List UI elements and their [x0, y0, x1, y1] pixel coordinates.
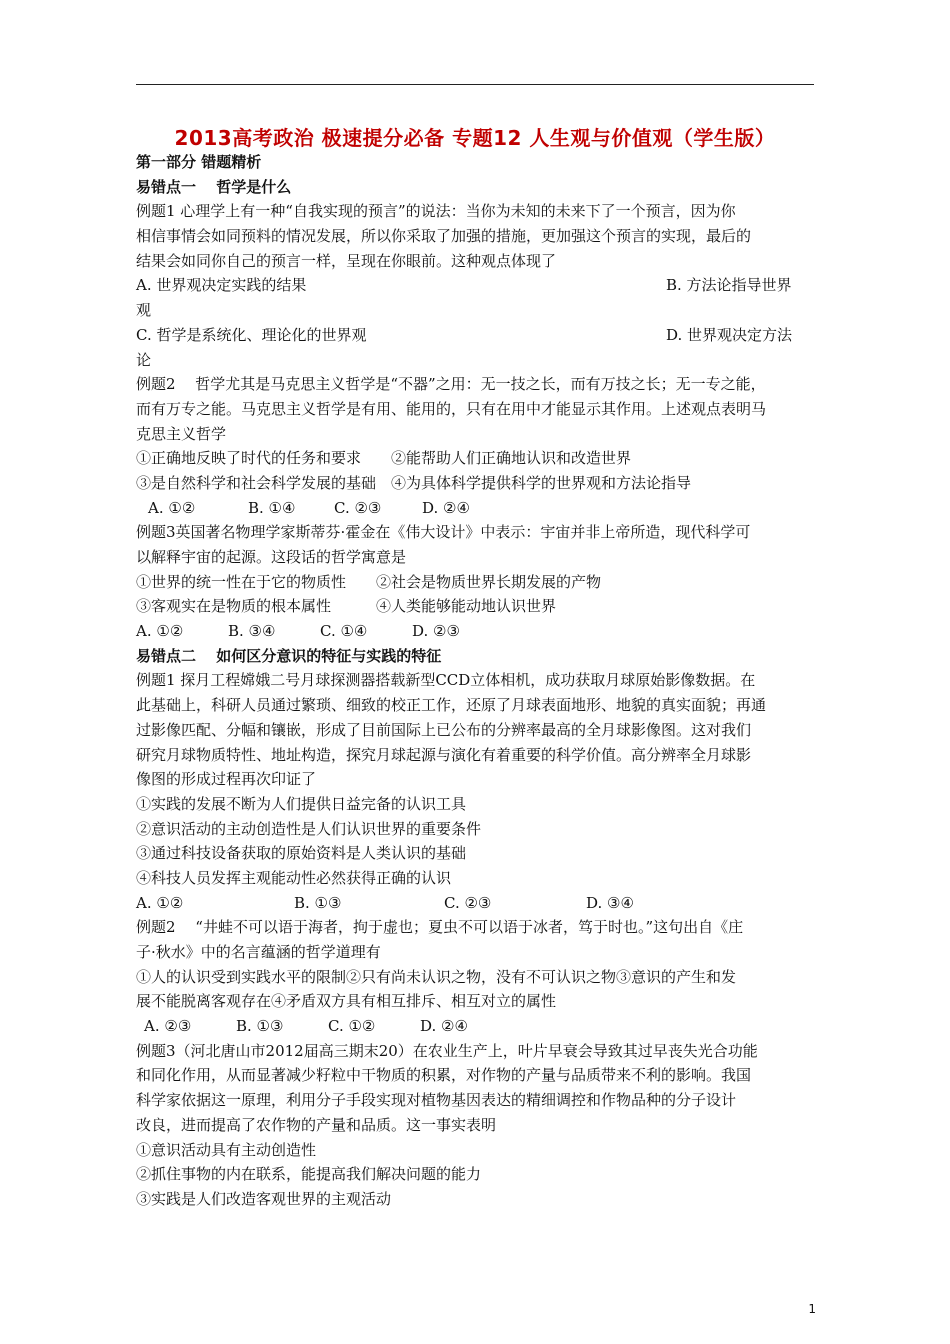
answer-d: D. ③④ [586, 893, 634, 912]
document-title: 2013高考政治 极速提分必备 专题12 人生观与价值观（学生版） [174, 126, 776, 150]
option-d-continued: 论 [136, 350, 152, 369]
question-text: 例题1 心理学上有一种“自我实现的预言”的说法：当你为未知的未来下了一个预言，因为你 [136, 202, 736, 221]
answer-options [136, 619, 816, 644]
question-text: 研究月球物质特性、地址构造，探究月球起源与演化有着重要的科学价值。高分辨率全月球影 [136, 745, 752, 764]
question-text: 以解释宇宙的起源。这段话的哲学寓意是 [136, 548, 407, 566]
answer-c: C. ②③ [444, 893, 492, 912]
question-text: 过影像匹配、分幅和镶嵌，形成了目前国际上已公布的分辨率最高的全月球影像图。这对我们 [136, 720, 752, 739]
question-text: 和同化作用，从而显著减少籽粒中干物质的积累，对作物的产量与品质带来不利的影响。我国 [136, 1066, 752, 1085]
answer-d: D. ②④ [420, 1017, 468, 1036]
option-b-continued: 观 [136, 301, 152, 320]
statement-item: ①意识活动具有主动创造性 [136, 1140, 317, 1159]
answer-options [136, 1014, 816, 1039]
option-c: C. 哲学是系统化、理论化的世界观 [136, 325, 367, 344]
question-text: 例题3英国著名物理学家斯蒂芬·霍金在《伟大设计》中表示：宇宙并非上帝所造，现代科学可 [136, 523, 751, 542]
answer-c: C. ①② [328, 1017, 376, 1036]
answer-a: A. ①② [136, 893, 184, 912]
question-text: 例题3（河北唐山市2012届高三期末20）在农业生产上，叶片早衰会导致其过早丧失光合功能 [136, 1041, 758, 1060]
answer-a: A. ①② [136, 622, 184, 641]
question-text: 子·秋水》中的名言蕴涵的哲学道理有 [136, 943, 381, 961]
answer-b: B. ③④ [228, 622, 276, 641]
answer-a: A. ①② [148, 498, 196, 517]
question-text: 结果会如同你自己的预言一样，呈现在你眼前。这种观点体现了 [136, 251, 557, 270]
answer-b: B. ①④ [248, 498, 296, 517]
statement-item: ③是自然科学和社会科学发展的基础 ④为具体科学提供科学的世界观和方法论指导 [136, 473, 692, 492]
answer-c: C. ②③ [334, 498, 382, 517]
header-rule [136, 84, 814, 85]
option-a: A. 世界观决定实践的结果 [136, 276, 307, 295]
question-text: ①人的认识受到实践水平的限制②只有尚未认识之物，没有不可认识之物③意识的产生和发 [136, 967, 737, 986]
answer-d: D. ②③ [412, 622, 460, 641]
option-d: D. 世界观决定方法 [666, 325, 793, 344]
statement-item: ①正确地反映了时代的任务和要求 ②能帮助人们正确地认识和改造世界 [136, 449, 632, 468]
document-body [136, 150, 816, 1212]
statement-item: ②意识活动的主动创造性是人们认识世界的重要条件 [136, 819, 482, 838]
section-heading: 易错点一 哲学是什么 [136, 177, 292, 196]
statement-item: ③实践是人们改造客观世界的主观活动 [136, 1189, 392, 1208]
statement-item: ①世界的统一性在于它的物质性 ②社会是物质世界长期发展的产物 [136, 572, 602, 591]
question-text: 例题1 探月工程嫦娥二号月球探测器搭载新型CCD立体相机，成功获取月球原始影像数据。在 [136, 671, 756, 690]
answer-b: B. ①③ [294, 893, 342, 912]
statement-item: ②抓住事物的内在联系，能提高我们解决问题的能力 [136, 1165, 482, 1184]
page-number: 1 [808, 1302, 816, 1316]
statement-item: ③通过科技设备获取的原始资料是人类认识的基础 [136, 844, 467, 863]
answer-b: B. ①③ [236, 1017, 284, 1036]
answer-options [136, 496, 816, 521]
statement-item: ①实践的发展不断为人们提供日益完备的认识工具 [136, 794, 467, 813]
option-row [136, 273, 816, 298]
option-b: B. 方法论指导世界 [666, 276, 792, 295]
question-text: 相信事情会如同预料的情况发展，所以你采取了加强的措施，更加强这个预言的实现，最后的 [136, 227, 752, 246]
answer-d: D. ②④ [422, 498, 470, 517]
option-row [136, 323, 816, 348]
answer-a: A. ②③ [144, 1017, 192, 1036]
question-text: 科学家依据这一原理，利用分子手段实现对植物基因表达的精细调控和作物品种的分子设计 [136, 1091, 737, 1110]
question-text: 例题2 “井蛙不可以语于海者，拘于虚也；夏虫不可以语于冰者，笃于时也。”这句出自《庄 [136, 918, 744, 937]
statement-item: ④科技人员发挥主观能动性必然获得正确的认识 [136, 868, 452, 887]
question-text: 改良，进而提高了农作物的产量和品质。这一事实表明 [136, 1115, 497, 1134]
answer-c: C. ①④ [320, 622, 368, 641]
question-text: 例题2 哲学尤其是马克思主义哲学是“不器”之用：无一技之长，而有万技之长；无一专之能， [136, 375, 766, 394]
part-heading: 第一部分 错题精析 [136, 153, 262, 171]
section-heading: 易错点二 如何区分意识的特征与实践的特征 [136, 646, 442, 665]
question-text: 而有万专之能。马克思主义哲学是有用、能用的，只有在用中才能显示其作用。上述观点表明马 [136, 399, 767, 418]
statement-item: ③客观实在是物质的根本属性 ④人类能够能动地认识世界 [136, 597, 557, 616]
question-text: 克思主义哲学 [136, 424, 227, 443]
answer-options [136, 891, 816, 916]
question-text: 展不能脱离客观存在④矛盾双方具有相互排斥、相互对立的属性 [136, 992, 557, 1011]
question-text: 像图的形成过程再次印证了 [136, 770, 317, 789]
question-text: 此基础上，科研人员通过繁琐、细致的校正工作，还原了月球表面地形、地貌的真实面貌；再通 [136, 696, 767, 715]
